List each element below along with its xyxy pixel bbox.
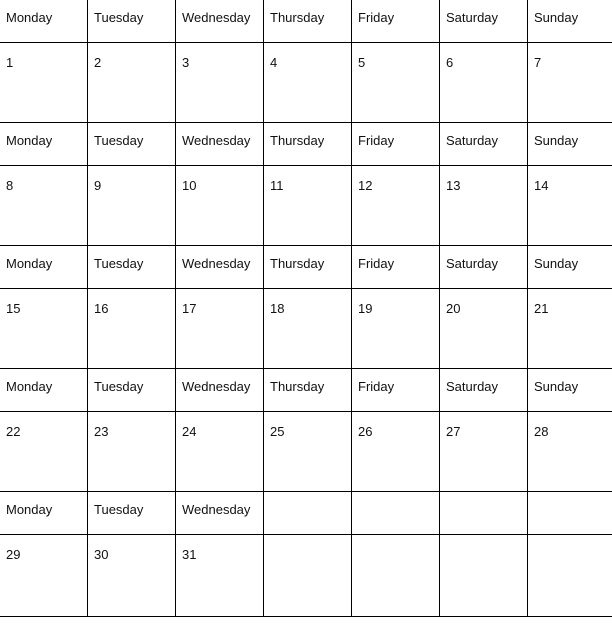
weekday-header-cell: Saturday — [440, 0, 528, 43]
weekday-header-cell: Thursday — [264, 369, 352, 412]
weekday-header-cell — [352, 492, 440, 535]
week-days-row — [0, 535, 612, 617]
day-cell[interactable] — [352, 535, 440, 617]
day-cell[interactable]: 26 — [352, 412, 440, 492]
weekday-header-cell: Wednesday — [176, 0, 264, 43]
day-cell[interactable]: 28 — [528, 412, 612, 492]
week-header-row — [0, 123, 612, 166]
weekday-header-cell: Tuesday — [88, 246, 176, 289]
weekday-header-cell: Friday — [352, 246, 440, 289]
day-cell[interactable]: 16 — [88, 289, 176, 369]
day-cell[interactable]: 23 — [88, 412, 176, 492]
day-cell[interactable]: 29 — [0, 535, 88, 617]
day-cell[interactable]: 21 — [528, 289, 612, 369]
day-cell[interactable]: 9 — [88, 166, 176, 246]
weekday-header-cell: Wednesday — [176, 246, 264, 289]
weekday-header-cell: Monday — [0, 246, 88, 289]
day-cell[interactable]: 31 — [176, 535, 264, 617]
day-cell[interactable]: 2 — [88, 43, 176, 123]
weekday-header-cell: Wednesday — [176, 492, 264, 535]
day-cell[interactable] — [264, 535, 352, 617]
weekday-header-cell: Friday — [352, 0, 440, 43]
weekday-header-cell: Thursday — [264, 0, 352, 43]
day-cell[interactable]: 19 — [352, 289, 440, 369]
weekday-header-cell: Sunday — [528, 0, 612, 43]
weekday-header-cell: Friday — [352, 369, 440, 412]
day-cell[interactable]: 18 — [264, 289, 352, 369]
weekday-header-cell: Monday — [0, 492, 88, 535]
day-cell[interactable]: 25 — [264, 412, 352, 492]
week-days-row — [0, 166, 612, 246]
weekday-header-cell — [264, 492, 352, 535]
day-cell[interactable]: 27 — [440, 412, 528, 492]
weekday-header-cell: Tuesday — [88, 0, 176, 43]
day-cell[interactable]: 1 — [0, 43, 88, 123]
day-cell[interactable] — [440, 535, 528, 617]
week-days-row — [0, 43, 612, 123]
day-cell[interactable]: 6 — [440, 43, 528, 123]
day-cell[interactable]: 7 — [528, 43, 612, 123]
week-days-row — [0, 289, 612, 369]
day-cell[interactable]: 15 — [0, 289, 88, 369]
day-cell[interactable]: 20 — [440, 289, 528, 369]
day-cell[interactable]: 22 — [0, 412, 88, 492]
weekday-header-cell: Saturday — [440, 123, 528, 166]
weekday-header-cell: Friday — [352, 123, 440, 166]
weekday-header-cell: Monday — [0, 0, 88, 43]
day-cell[interactable]: 30 — [88, 535, 176, 617]
day-cell[interactable]: 10 — [176, 166, 264, 246]
weekday-header-cell: Saturday — [440, 369, 528, 412]
day-cell[interactable]: 24 — [176, 412, 264, 492]
weekday-header-cell: Tuesday — [88, 123, 176, 166]
day-cell[interactable]: 11 — [264, 166, 352, 246]
weekday-header-cell: Wednesday — [176, 123, 264, 166]
weekday-header-cell: Thursday — [264, 246, 352, 289]
week-header-row — [0, 246, 612, 289]
day-cell[interactable]: 12 — [352, 166, 440, 246]
week-header-row — [0, 369, 612, 412]
weekday-header-cell: Sunday — [528, 369, 612, 412]
weekday-header-cell: Wednesday — [176, 369, 264, 412]
weekday-header-cell: Tuesday — [88, 369, 176, 412]
day-cell[interactable]: 8 — [0, 166, 88, 246]
weekday-header-cell: Sunday — [528, 246, 612, 289]
weekday-header-cell: Monday — [0, 369, 88, 412]
weekday-header-cell: Monday — [0, 123, 88, 166]
week-days-row — [0, 412, 612, 492]
day-cell[interactable]: 13 — [440, 166, 528, 246]
day-cell[interactable]: 14 — [528, 166, 612, 246]
weekday-header-cell: Tuesday — [88, 492, 176, 535]
weekday-header-cell: Thursday — [264, 123, 352, 166]
day-cell[interactable]: 17 — [176, 289, 264, 369]
day-cell[interactable] — [528, 535, 612, 617]
day-cell[interactable]: 4 — [264, 43, 352, 123]
day-cell[interactable]: 3 — [176, 43, 264, 123]
weekday-header-cell: Saturday — [440, 246, 528, 289]
weekday-header-cell — [440, 492, 528, 535]
day-cell[interactable]: 5 — [352, 43, 440, 123]
weekday-header-cell — [528, 492, 612, 535]
week-header-row — [0, 0, 612, 43]
week-header-row — [0, 492, 612, 535]
weekday-header-cell: Sunday — [528, 123, 612, 166]
